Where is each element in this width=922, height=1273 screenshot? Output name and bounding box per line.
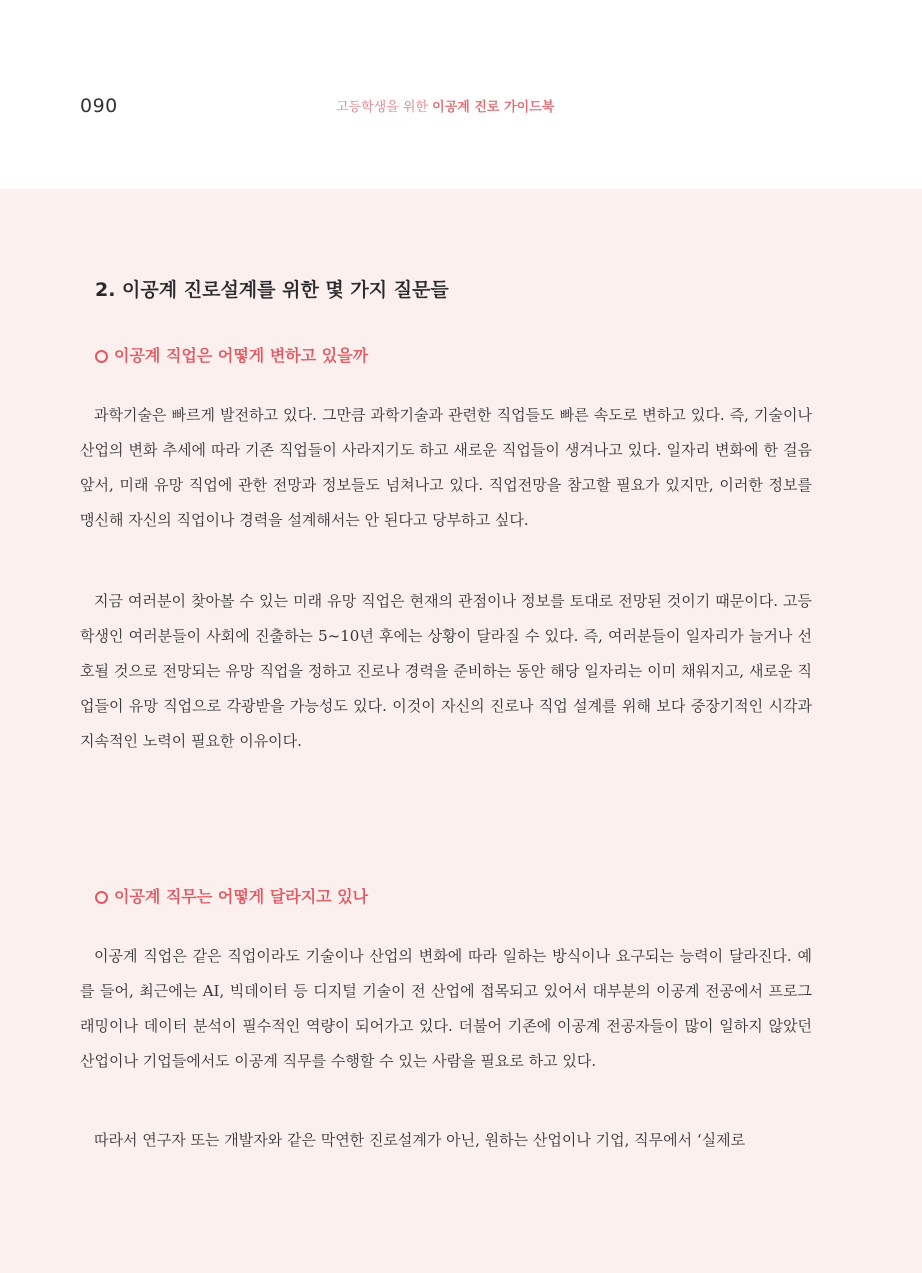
circle-bullet-icon: [95, 891, 108, 904]
subheading-duties-change: [95, 884, 368, 907]
page-number: 090: [80, 95, 118, 117]
paragraph: 과학기술은 빠르게 발전하고 있다. 그만큼 과학기술과 관련한 직업들도 빠른 속도로 변하고 있다. 즉, 기술이나 산업의 변화 추세에 따라 기존 직업들이 사라지기도 하고 새로운 직업들이 생겨나고 있다. 일자리 변화에 한 걸음 앞서, 미래 유망 직업에 관한 전망과 정보들도 넘쳐나고 있다. 직업전망을 참고할 필요가 있지만, 이러한 정보를 맹신해 자신의 직업이나 경력을 설계해서는 안 된다고 당부하고 싶다.: [80, 406, 812, 529]
subheading-jobs-change: [95, 343, 368, 366]
section-heading: 2. 이공계 진로설계를 위한 몇 가지 질문들: [95, 279, 449, 301]
circle-bullet-icon: [95, 350, 108, 363]
running-title-book: 이공계 진로 가이드북: [432, 100, 555, 115]
subheading-text: 이공계 직무는 어떻게 달라지고 있나: [114, 887, 369, 906]
running-title-prefix: 고등학생을 위한: [336, 100, 433, 115]
paragraph: 따라서 연구자 또는 개발자와 같은 막연한 진로설계가 아닌, 원하는 산업이나 기업, 직무에서 ‘실제로: [94, 1131, 746, 1149]
paragraph: 지금 여러분이 찾아볼 수 있는 미래 유망 직업은 현재의 관점이나 정보를 토대로 전망된 것이기 때문이다. 고등학생인 여러분들이 사회에 진출하는 5~10년 후에는 상황이 달라질 수 있다. 즉, 여러분들이 일자리가 늘거나 선호될 것으로 전망되는 유망 직업을 정하고 진로나 경력을 준비하는 동안 해당 일자리는 이미 채워지고, 새로운 직업들이 유망 직업으로 각광받을 가능성도 있다. 이것이 자신의 진로나 직업 설계를 위해 보다 중장기적인 시각과 지속적인 노력이 필요한 이유이다.: [80, 592, 812, 750]
subheading-text: 이공계 직업은 어떻게 변하고 있을까: [114, 346, 369, 365]
page-header: [0, 0, 922, 189]
content-area: [0, 189, 922, 1273]
paragraph: 이공계 직업은 같은 직업이라도 기술이나 산업의 변화에 따라 일하는 방식이나 요구되는 능력이 달라진다. 예를 들어, 최근에는 AI, 빅데이터 등 디지털 기술이 전 산업에 접목되고 있어서 대부분의 이공계 전공에서 프로그래밍이나 데이터 분석이 필수적인 역량이 되어가고 있다. 더불어 기존에 이공계 전공자들이 많이 일하지 않았던 산업이나 기업들에서도 이공계 직무를 수행할 수 있는 사람을 필요로 하고 있다.: [80, 947, 812, 1070]
running-title: [336, 96, 554, 115]
